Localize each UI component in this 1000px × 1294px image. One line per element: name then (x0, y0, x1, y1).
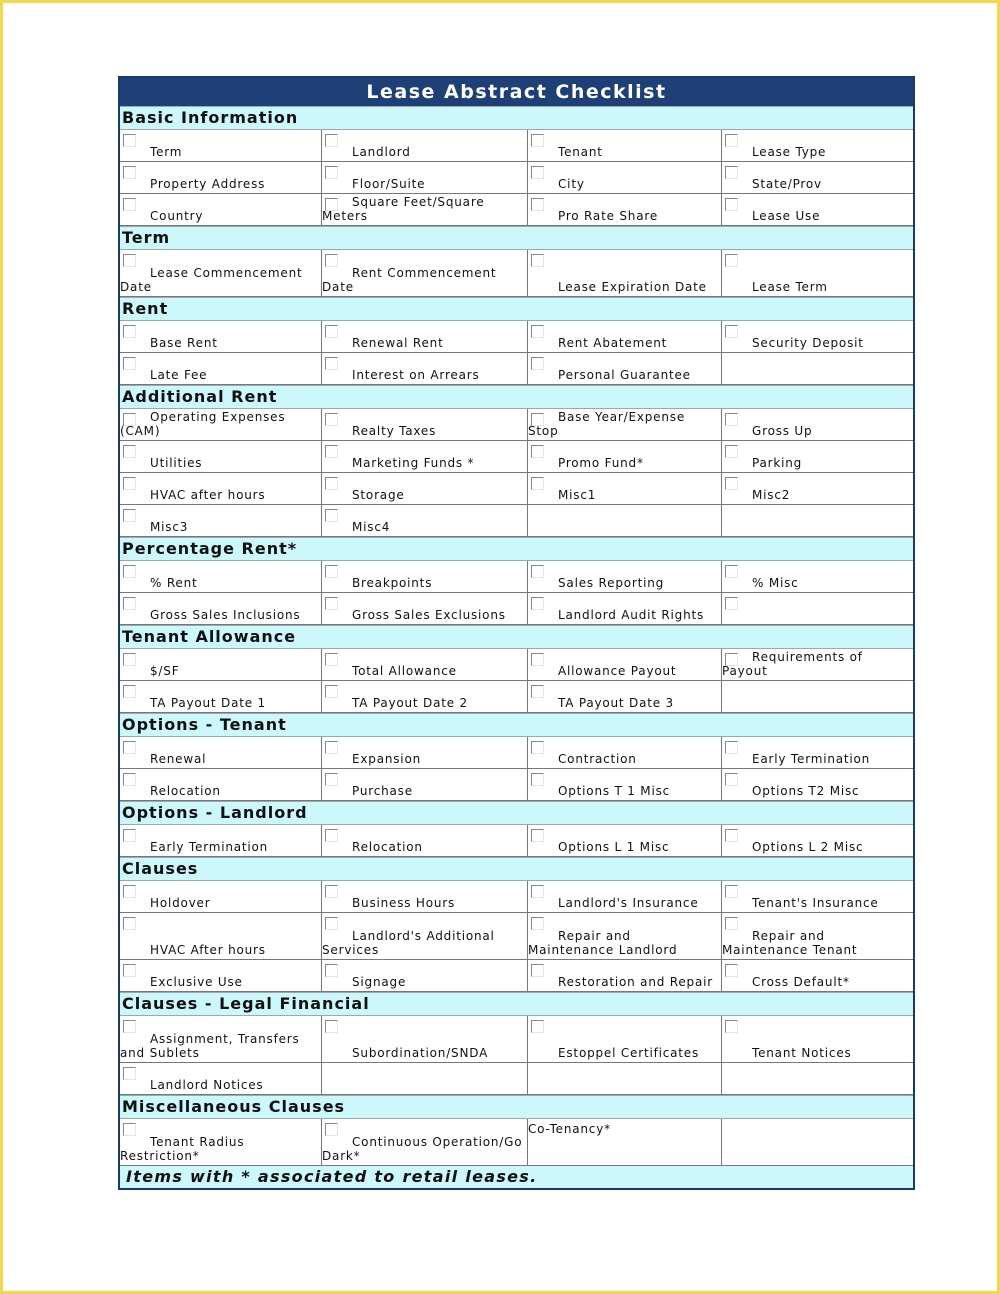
checklist-item-label: Operating Expenses (CAM) (120, 410, 286, 438)
checklist-row (120, 194, 913, 226)
checklist-item-label: Allowance Payout (558, 664, 677, 678)
checklist-item-label: Utilities (150, 456, 203, 470)
checklist-cell (322, 681, 528, 713)
checklist-item-label: Misc2 (752, 488, 791, 502)
checklist-cell (120, 162, 322, 194)
section-header: Percentage Rent* (120, 537, 913, 561)
checklist-row (120, 409, 913, 441)
checklist-item-label: Options T 1 Misc (558, 784, 671, 798)
checklist-cell (120, 681, 322, 713)
checklist-item-label: Misc3 (150, 520, 189, 534)
checklist-cell (322, 881, 528, 913)
checklist-cell (120, 737, 322, 769)
checklist-cell (528, 130, 722, 162)
checklist-item-label: TA Payout Date 3 (558, 696, 674, 710)
checklist-cell (528, 194, 722, 226)
checklist-cell (722, 913, 913, 960)
checklist-item-label: TA Payout Date 1 (150, 696, 266, 710)
checklist-item-label: HVAC after hours (150, 488, 266, 502)
checklist-cell (528, 409, 722, 441)
checklist-cell (722, 649, 913, 681)
checklist-item-label: Relocation (352, 840, 423, 854)
checklist-item-label: Sales Reporting (558, 576, 665, 590)
checklist-cell (322, 593, 528, 625)
checklist-item-label: Estoppel Certificates (558, 1046, 700, 1060)
checklist-item-label: Base Year/Expense Stop (528, 410, 686, 438)
checklist-cell (722, 194, 913, 226)
checkbox[interactable] (531, 254, 544, 267)
checkbox[interactable] (123, 917, 136, 930)
checklist-cell (722, 737, 913, 769)
checklist-cell (322, 130, 528, 162)
checklist-cell (120, 1063, 322, 1095)
checklist-row (120, 441, 913, 473)
checklist-cell (528, 250, 722, 297)
checklist-cell (322, 913, 528, 960)
checklist-item-label: Base Rent (150, 336, 218, 350)
checklist-cell (120, 769, 322, 801)
checklist-cell (528, 913, 722, 960)
checklist-cell (322, 250, 528, 297)
checklist-item-label: State/Prov (752, 177, 822, 191)
checklist-item-label: Landlord's Insurance (558, 896, 699, 910)
checkbox[interactable] (725, 254, 738, 267)
checklist-row (120, 250, 913, 297)
checklist-row (120, 162, 913, 194)
checklist-item-label: Parking (752, 456, 803, 470)
checklist-item-label: Assignment, Transfers and Sublets (120, 1032, 300, 1060)
checklist-item-label: Options L 1 Misc (558, 840, 670, 854)
checklist-cell (322, 737, 528, 769)
checklist-item-label: Gross Up (752, 424, 813, 438)
checklist-cell (120, 1119, 322, 1166)
checklist-item-label: Options T2 Misc (752, 784, 860, 798)
checklist-item-label: Rent Commencement Date (322, 266, 497, 294)
checklist-cell (528, 505, 722, 537)
checklist-row (120, 1063, 913, 1095)
checklist-cell (120, 194, 322, 226)
section-header: Basic Information (120, 106, 913, 130)
checklist-cell (722, 250, 913, 297)
checklist-cell (528, 473, 722, 505)
checklist-item-label: Renewal (150, 752, 207, 766)
checklist-item-label: Promo Fund* (558, 456, 644, 470)
checklist-cell (120, 473, 322, 505)
page-title: Lease Abstract Checklist (120, 78, 913, 106)
checklist-cell (528, 960, 722, 992)
checklist-item-label: Late Fee (150, 368, 208, 382)
checklist-cell (322, 409, 528, 441)
checklist-item-label: Breakpoints (352, 576, 433, 590)
section-header: Tenant Allowance (120, 625, 913, 649)
checklist-item-label: Repair and Maintenance Tenant (722, 929, 858, 957)
checklist-cell (722, 162, 913, 194)
checkbox[interactable] (325, 1020, 338, 1033)
checklist-cell (120, 913, 322, 960)
checklist-cell (722, 960, 913, 992)
checklist-item-label: Gross Sales Inclusions (150, 608, 301, 622)
checklist-cell (322, 1119, 528, 1166)
checklist-row (120, 1016, 913, 1063)
checklist-item-label: Holdover (150, 896, 211, 910)
checklist-item-label: City (558, 177, 585, 191)
checklist-item-label: Restoration and Repair (558, 975, 713, 989)
checklist-cell (722, 825, 913, 857)
section-header: Options - Tenant (120, 713, 913, 737)
checklist-item-label: Security Deposit (752, 336, 864, 350)
checklist-cell (528, 1063, 722, 1095)
checklist-cell (722, 1063, 913, 1095)
checklist-row (120, 769, 913, 801)
checklist-row (120, 473, 913, 505)
checklist-item-label: Renewal Rent (352, 336, 444, 350)
checklist-cell (722, 441, 913, 473)
checklist-cell (722, 353, 913, 385)
checklist-item-label: Landlord Audit Rights (558, 608, 705, 622)
checklist-row (120, 321, 913, 353)
checklist-item-label: Landlord's Additional Services (322, 929, 495, 957)
checklist-cell (528, 681, 722, 713)
checklist-cell (528, 1016, 722, 1063)
checklist-cell (722, 473, 913, 505)
checklist-row (120, 881, 913, 913)
checklist-item-label: % Misc (752, 576, 799, 590)
checklist-cell (528, 162, 722, 194)
checklist-cell (528, 737, 722, 769)
checklist-item-label: Co-Tenancy* (528, 1122, 611, 1136)
checklist-cell (120, 881, 322, 913)
section-header: Options - Landlord (120, 801, 913, 825)
checklist-cell (322, 194, 528, 226)
checklist-item-label: Expansion (352, 752, 421, 766)
checklist-item-label: $/SF (150, 664, 180, 678)
section-header: Miscellaneous Clauses (120, 1095, 913, 1119)
checklist-cell (120, 649, 322, 681)
checklist-cell (120, 353, 322, 385)
checklist-row (120, 913, 913, 960)
checklist-cell (120, 321, 322, 353)
checklist-item-label: Tenant (558, 145, 603, 159)
checklist-cell (722, 130, 913, 162)
checklist-row (120, 353, 913, 385)
checkbox[interactable] (725, 1020, 738, 1033)
checklist-cell (120, 409, 322, 441)
checklist-cell (722, 881, 913, 913)
section-header: Clauses - Legal Financial (120, 992, 913, 1016)
checklist-item-label: Repair and Maintenance Landlord (528, 929, 678, 957)
checklist-item-label: Lease Term (752, 280, 828, 294)
checklist-row (120, 825, 913, 857)
checklist-item-label: Property Address (150, 177, 266, 191)
checklist-cell (528, 441, 722, 473)
checkbox[interactable] (531, 1020, 544, 1033)
checklist-cell (120, 505, 322, 537)
checklist-body (120, 106, 913, 1166)
section-header: Clauses (120, 857, 913, 881)
checklist-item-label: % Rent (150, 576, 198, 590)
checklist-item-label: Requirements of Payout (722, 650, 863, 678)
checklist-item-label: Term (150, 145, 183, 159)
checklist-cell (120, 441, 322, 473)
checklist-cell (722, 561, 913, 593)
checklist-cell (120, 825, 322, 857)
checklist-cell (322, 162, 528, 194)
checklist-item-label: Lease Expiration Date (558, 280, 707, 294)
checklist-item-label: Square Feet/Square Meters (322, 195, 485, 223)
checklist-item-label: Continuous Operation/Go Dark* (322, 1135, 523, 1163)
checklist-cell (722, 409, 913, 441)
checklist-item-label: Lease Commencement Date (120, 266, 303, 294)
section-header: Additional Rent (120, 385, 913, 409)
checklist-row (120, 130, 913, 162)
checklist-item-label: Contraction (558, 752, 637, 766)
checklist-cell (722, 593, 913, 625)
checklist-cell (528, 881, 722, 913)
checklist-cell (722, 505, 913, 537)
checklist-cell (322, 1063, 528, 1095)
checklist-cell (322, 649, 528, 681)
checklist-cell (528, 649, 722, 681)
checklist-item-label: Early Termination (752, 752, 871, 766)
checklist-item-label: Signage (352, 975, 407, 989)
checklist-cell (322, 441, 528, 473)
checklist-cell (528, 593, 722, 625)
checklist-item-label: Lease Use (752, 209, 821, 223)
checklist-cell (528, 321, 722, 353)
checklist-cell (722, 1016, 913, 1063)
checklist-item-label: Misc4 (352, 520, 391, 534)
checklist-item-label: Marketing Funds * (352, 456, 475, 470)
section-header: Term (120, 226, 913, 250)
checklist-cell (120, 561, 322, 593)
checklist-cell (322, 353, 528, 385)
checklist-row (120, 505, 913, 537)
checklist-row (120, 649, 913, 681)
checklist-item-label: Misc1 (558, 488, 597, 502)
checklist-cell (322, 561, 528, 593)
checklist-item-label: HVAC After hours (150, 943, 266, 957)
checklist-item-label: Realty Taxes (352, 424, 437, 438)
section-header: Rent (120, 297, 913, 321)
checklist-cell (528, 561, 722, 593)
checklist-cell (528, 769, 722, 801)
checklist-item-label: Tenant's Insurance (752, 896, 879, 910)
checklist-row (120, 593, 913, 625)
checklist-cell (528, 825, 722, 857)
checklist-cell (322, 960, 528, 992)
checklist-item-label: Personal Guarantee (558, 368, 691, 382)
checklist-cell (120, 1016, 322, 1063)
checklist-cell (722, 321, 913, 353)
checklist-row (120, 561, 913, 593)
checklist-cell (722, 1119, 913, 1166)
checkbox[interactable] (725, 597, 738, 610)
checklist-item-label: Tenant Notices (752, 1046, 852, 1060)
checklist-cell (120, 130, 322, 162)
checklist-item-label: Options L 2 Misc (752, 840, 864, 854)
checklist-cell (322, 1016, 528, 1063)
checklist-item-label: Tenant Radius Restriction* (120, 1135, 245, 1163)
checklist-cell (722, 769, 913, 801)
checklist-row (120, 681, 913, 713)
lease-abstract-checklist (118, 76, 915, 1190)
checklist-row (120, 960, 913, 992)
checklist-item-label: Pro Rate Share (558, 209, 659, 223)
checklist-item-label: Business Hours (352, 896, 456, 910)
checklist-cell (322, 321, 528, 353)
checklist-cell (722, 681, 913, 713)
checklist-cell (120, 593, 322, 625)
checklist-item-label: Cross Default* (752, 975, 850, 989)
checklist-cell (528, 1119, 722, 1166)
checklist-item-label: Purchase (352, 784, 413, 798)
checklist-item-label: Country (150, 209, 204, 223)
checklist-item-label: Relocation (150, 784, 221, 798)
footnote: Items with * associated to retail leases. (120, 1166, 913, 1188)
checklist-cell (120, 960, 322, 992)
checklist-cell (322, 825, 528, 857)
checklist-item-label: Subordination/SNDA (352, 1046, 489, 1060)
checklist-item-label: Total Allowance (352, 664, 457, 678)
checklist-cell (322, 473, 528, 505)
checklist-row (120, 1119, 913, 1166)
checklist-item-label: TA Payout Date 2 (352, 696, 468, 710)
checklist-cell (322, 769, 528, 801)
checklist-row (120, 737, 913, 769)
checklist-item-label: Interest on Arrears (352, 368, 480, 382)
checklist-item-label: Exclusive Use (150, 975, 243, 989)
checklist-item-label: Floor/Suite (352, 177, 426, 191)
checklist-item-label: Lease Type (752, 145, 827, 159)
checklist-item-label: Rent Abatement (558, 336, 668, 350)
checklist-cell (120, 250, 322, 297)
checklist-item-label: Early Termination (150, 840, 269, 854)
checklist-item-label: Gross Sales Exclusions (352, 608, 506, 622)
checklist-item-label: Landlord Notices (150, 1078, 264, 1092)
checklist-cell (528, 353, 722, 385)
checklist-item-label: Storage (352, 488, 405, 502)
checklist-cell (322, 505, 528, 537)
checklist-item-label: Landlord (352, 145, 411, 159)
